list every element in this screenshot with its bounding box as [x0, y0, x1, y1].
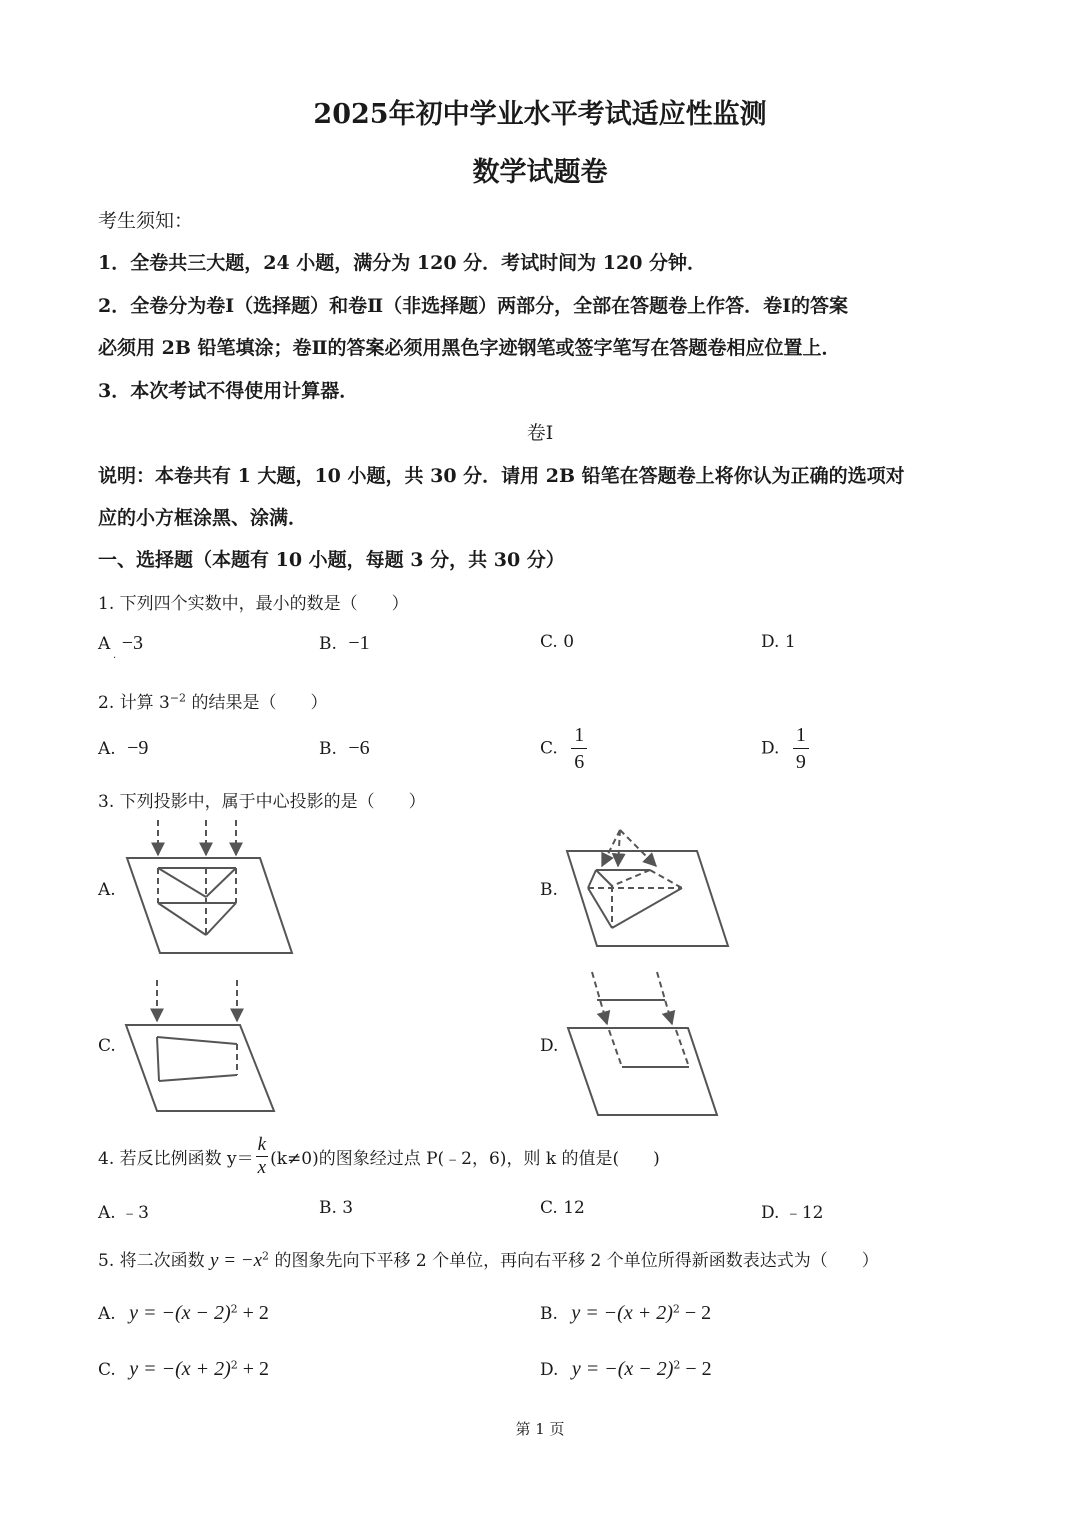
q4-option-a: A. ﹣3: [98, 1203, 149, 1223]
q5-option-c-exponent: 2: [230, 1358, 238, 1372]
q3-option-c-label: C.: [98, 1036, 116, 1056]
q5-option-c-label: C.: [98, 1360, 116, 1380]
q3-figure-c: [126, 980, 274, 1111]
q5-stem: [98, 1246, 879, 1272]
q5-stem-pre: 5. 将二次函数: [98, 1251, 211, 1271]
exam-title: 2025年初中学业水平考试适应性监测: [313, 99, 767, 130]
q2-option-d-label: D.: [761, 738, 780, 759]
q2-option-c-denominator: 6: [574, 751, 585, 773]
q4-stem: [98, 1134, 660, 1179]
notice-item-2: 2．全卷分为卷Ⅰ（选择题）和卷Ⅱ（非选择题）两部分，全部在答题卷上作答．卷Ⅰ的答案: [98, 295, 849, 317]
q1-option-a-label: A: [98, 634, 111, 654]
q1-dot: .: [113, 650, 117, 661]
q4-fraction-numerator: k: [257, 1134, 267, 1155]
q5-option-d-tail: − 2: [680, 1358, 712, 1380]
q5-option-d-base: y = −(x − 2): [571, 1358, 674, 1380]
q3-stem: 3. 下列投影中，属于中心投影的是（ ）: [98, 792, 426, 812]
q5-option-d-label: D.: [540, 1360, 559, 1380]
q2-option-d-numerator: 1: [793, 722, 809, 749]
q5-stem-exponent: 2: [262, 1249, 270, 1263]
q5-option-d: [540, 1358, 712, 1381]
q3-figure-d: [568, 972, 717, 1115]
q3-figure-b: [567, 830, 728, 946]
q5-option-a-label: A.: [98, 1304, 116, 1324]
q2-option-b-label: B.: [319, 739, 337, 759]
q1-option-c: C. 0: [540, 632, 575, 652]
notice-heading: 考生须知：: [98, 210, 194, 232]
q4-option-c: C. 12: [540, 1198, 585, 1218]
exam-subtitle: 数学试题卷: [472, 157, 608, 188]
notice-item-1: 1．全卷共三大题，24 小题，满分为 120 分．考试时间为 120 分钟．: [98, 252, 707, 274]
q2-option-a-value: −9: [127, 737, 149, 759]
q4-fraction-denominator: x: [257, 1157, 267, 1178]
q2-stem-exponent: −2: [169, 691, 187, 705]
q1-option-b-label: B.: [319, 634, 337, 654]
section-explain-1: 说明：本卷共有 1 大题，10 小题，共 30 分．请用 2B 铅笔在答题卷上将你认为正确的选项对: [98, 465, 905, 487]
part-title: 一、选择题（本题有 10 小题，每题 3 分，共 30 分）: [98, 549, 565, 571]
q5-option-c: [98, 1358, 269, 1381]
q5-option-a: [98, 1302, 269, 1325]
q3-option-d-label: D.: [540, 1036, 559, 1056]
q5-option-b: [540, 1302, 711, 1325]
notice-item-3: 3．本次考试不得使用计算器．: [98, 380, 359, 402]
q4-option-b: B. 3: [319, 1198, 354, 1218]
q5-option-b-label: B.: [540, 1304, 558, 1324]
q4-fraction: [256, 1134, 268, 1179]
q5-option-b-tail: − 2: [679, 1302, 712, 1324]
q5-option-a-tail: + 2: [237, 1302, 269, 1324]
q1-stem: 1. 下列四个实数中，最小的数是（ ）: [98, 594, 409, 614]
section-explain-2: 应的小方框涂黑、涂满．: [98, 507, 308, 529]
q5-option-b-base: y = −(x + 2): [571, 1302, 673, 1324]
q2-option-c-numerator: 1: [571, 722, 587, 749]
q5-option-a-base: y = −(x − 2): [129, 1302, 231, 1324]
q1-option-a-value: −3: [121, 632, 143, 654]
q3-option-b-label: B.: [540, 880, 558, 900]
q5-option-c-tail: + 2: [237, 1358, 270, 1380]
q3-option-a-label: A.: [98, 880, 116, 900]
q2-stem-pre: 2. 计算 3: [98, 693, 170, 713]
q2-stem-post: 的结果是（ ）: [186, 693, 328, 713]
q5-option-b-exponent: 2: [672, 1302, 680, 1316]
section-label: 卷Ⅰ: [526, 422, 554, 444]
q1-option-d: D. 1: [761, 632, 796, 652]
page-number: 第 1 页: [515, 1420, 565, 1438]
q5-option-a-exponent: 2: [230, 1302, 238, 1316]
q1-option-b-value: −1: [348, 632, 370, 654]
q4-stem-post: (k≠0)的图象经过点 P(﹣2，6)，则 k 的值是( ): [270, 1149, 660, 1169]
q5-option-c-base: y = −(x + 2): [129, 1358, 231, 1380]
q2-option-a-label: A.: [98, 739, 116, 759]
q4-option-d: D. ﹣12: [761, 1203, 824, 1223]
q2-option-c-label: C.: [540, 738, 558, 759]
q2-option-b-value: −6: [348, 737, 370, 759]
notice-item-2-cont: 必须用 2B 铅笔填涂；卷Ⅱ的答案必须用黑色字迹钢笔或签字笔写在答题卷相应位置上．: [98, 337, 841, 359]
q4-stem-pre: 4. 若反比例函数 y＝: [98, 1149, 254, 1169]
q5-stem-function: y = −x: [210, 1250, 263, 1271]
q5-option-d-exponent: 2: [673, 1358, 681, 1372]
q5-stem-post: 的图象先向下平移 2 个单位，再向右平移 2 个单位所得新函数表达式为（ ）: [269, 1251, 879, 1271]
q3-figure-a: [127, 820, 292, 953]
q2-option-d-denominator: 9: [795, 751, 806, 773]
